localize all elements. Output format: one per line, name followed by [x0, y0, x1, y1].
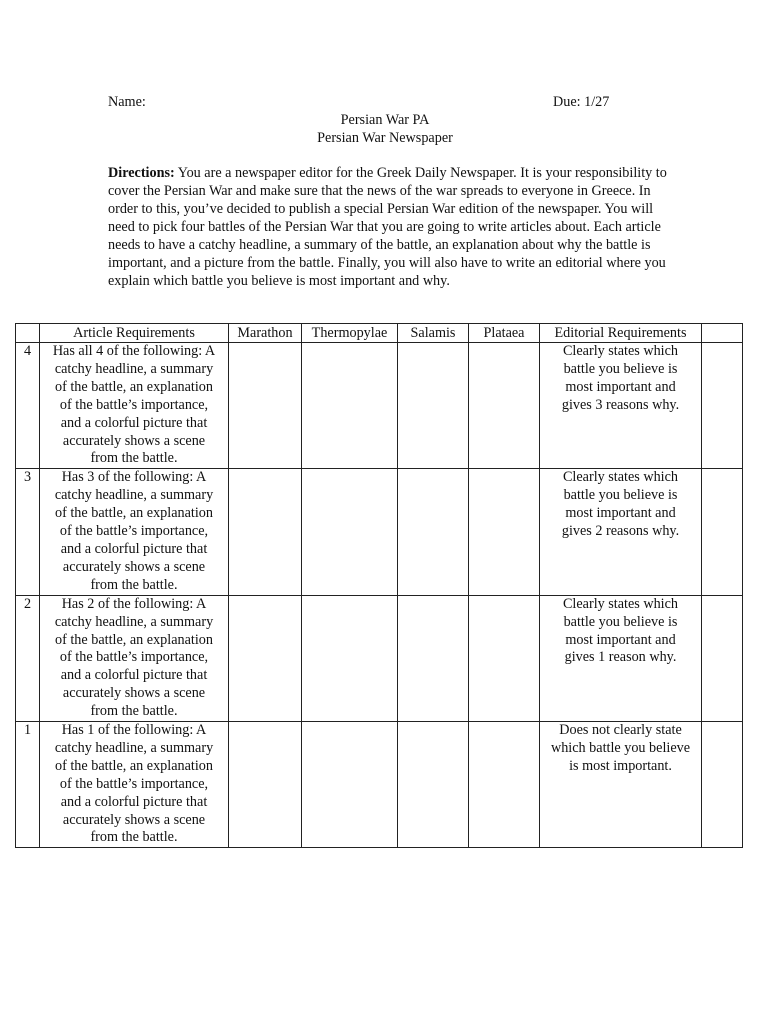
salamis-cell — [398, 722, 469, 848]
score-cell: 3 — [16, 469, 40, 595]
article-line: of the battle, an explanation — [55, 378, 213, 395]
article-line: accurately shows a scene — [62, 558, 206, 575]
editorial-line: which battle you believe — [550, 739, 691, 756]
marathon-cell — [229, 343, 302, 469]
thermopylae-cell — [302, 469, 398, 595]
article-line: catchy headline, a summary — [54, 487, 214, 504]
thermopylae-cell — [302, 722, 398, 848]
salamis-cell — [398, 595, 469, 721]
article-line: accurately shows a scene — [62, 685, 206, 702]
marathon-cell — [229, 722, 302, 848]
header-thermopylae: Thermopylae — [302, 324, 398, 343]
document-titles — [0, 111, 770, 147]
rubric-row-2 — [16, 595, 743, 721]
thermopylae-cell — [302, 343, 398, 469]
editorial-line: battle you believe is — [563, 360, 678, 377]
editorial-line: battle you believe is — [563, 613, 678, 630]
article-line: accurately shows a scene — [62, 811, 206, 828]
document-subtitle: Persian War Newspaper — [317, 130, 453, 146]
marathon-cell — [229, 469, 302, 595]
editorial-score-cell — [702, 722, 743, 848]
article-line: Has 2 of the following: A — [61, 595, 207, 612]
article-line: Has 3 of the following: A — [61, 469, 207, 486]
editorial-line: most important and — [565, 378, 676, 395]
article-requirements-cell — [40, 469, 229, 595]
due-date-label: Due: 1/27 — [553, 94, 610, 110]
article-line: of the battle’s importance, — [59, 396, 209, 413]
rubric-row-1 — [16, 722, 743, 848]
editorial-line: gives 2 reasons why. — [561, 523, 680, 540]
article-line: accurately shows a scene — [62, 432, 206, 449]
plataea-cell — [469, 595, 540, 721]
article-requirements-cell — [40, 722, 229, 848]
editorial-requirements-cell — [540, 722, 702, 848]
editorial-requirements-cell — [540, 469, 702, 595]
header-article-requirements: Article Requirements — [40, 324, 229, 343]
article-line: Has 1 of the following: A — [61, 722, 207, 739]
document-title: Persian War PA — [340, 112, 430, 128]
header-plataea: Plataea — [469, 324, 540, 343]
header-salamis: Salamis — [398, 324, 469, 343]
article-line: of the battle, an explanation — [55, 757, 213, 774]
article-line: from the battle. — [90, 829, 178, 846]
article-line: of the battle’s importance, — [59, 775, 209, 792]
directions-paragraph — [108, 164, 668, 290]
editorial-requirements-cell — [540, 595, 702, 721]
editorial-line: gives 3 reasons why. — [561, 396, 680, 413]
rubric-row-4 — [16, 343, 743, 469]
salamis-cell — [398, 343, 469, 469]
editorial-line: Clearly states which — [562, 469, 679, 486]
article-line: and a colorful picture that — [60, 667, 208, 684]
directions-text: You are a newspaper editor for the Greek Daily Newspaper. It is your responsibility to cover the Persian War and make sure that the news of the war spreads to everyone in Greece. In order to this, you’ve decided to publish a special Persian War edition of the newspaper. You will need to pick four battles of the Persian War that you are going to write articles about. Each article needs to have a catchy headline, a summary of the battle, an explanation about why the battle is important, and a picture from the battle. Finally, you will also have to write an editorial where you explain which battle you believe is most important and why. — [108, 165, 667, 289]
score-cell: 4 — [16, 343, 40, 469]
plataea-cell — [469, 469, 540, 595]
marathon-cell — [229, 595, 302, 721]
editorial-requirements-cell — [540, 343, 702, 469]
editorial-line: most important and — [565, 631, 676, 648]
name-label: Name: — [108, 94, 146, 110]
editorial-score-cell — [702, 343, 743, 469]
article-line: of the battle, an explanation — [55, 631, 213, 648]
article-line: Has all 4 of the following: A — [52, 343, 216, 359]
score-cell: 2 — [16, 595, 40, 721]
editorial-line: battle you believe is — [563, 487, 678, 504]
article-line: of the battle, an explanation — [55, 505, 213, 522]
editorial-line: Clearly states which — [562, 343, 679, 359]
article-line: and a colorful picture that — [60, 414, 208, 431]
article-line: and a colorful picture that — [60, 793, 208, 810]
editorial-line: Clearly states which — [562, 595, 679, 612]
header-line — [108, 93, 770, 111]
editorial-score-cell — [702, 469, 743, 595]
article-line: catchy headline, a summary — [54, 613, 214, 630]
header-extra — [702, 324, 743, 343]
plataea-cell — [469, 343, 540, 469]
article-line: catchy headline, a summary — [54, 360, 214, 377]
editorial-line: most important and — [565, 505, 676, 522]
rubric-row-3 — [16, 469, 743, 595]
article-line: and a colorful picture that — [60, 540, 208, 557]
rubric-header-row — [16, 324, 743, 343]
editorial-line: gives 1 reason why. — [564, 649, 677, 666]
salamis-cell — [398, 469, 469, 595]
header-editorial-requirements: Editorial Requirements — [540, 324, 702, 343]
header-marathon: Marathon — [229, 324, 302, 343]
thermopylae-cell — [302, 595, 398, 721]
header-score — [16, 324, 40, 343]
article-line: of the battle’s importance, — [59, 523, 209, 540]
article-line: from the battle. — [90, 703, 178, 720]
score-cell: 1 — [16, 722, 40, 848]
editorial-line: Does not clearly state — [559, 722, 682, 739]
article-line: of the battle’s importance, — [59, 649, 209, 666]
article-requirements-cell — [40, 343, 229, 469]
plataea-cell — [469, 722, 540, 848]
article-requirements-cell — [40, 595, 229, 721]
editorial-score-cell — [702, 595, 743, 721]
article-line: catchy headline, a summary — [54, 739, 214, 756]
rubric-table — [15, 323, 743, 848]
directions-label: Directions: — [108, 165, 175, 181]
article-line: from the battle. — [90, 576, 178, 593]
editorial-line: is most important. — [569, 757, 672, 774]
article-line: from the battle. — [90, 450, 178, 467]
